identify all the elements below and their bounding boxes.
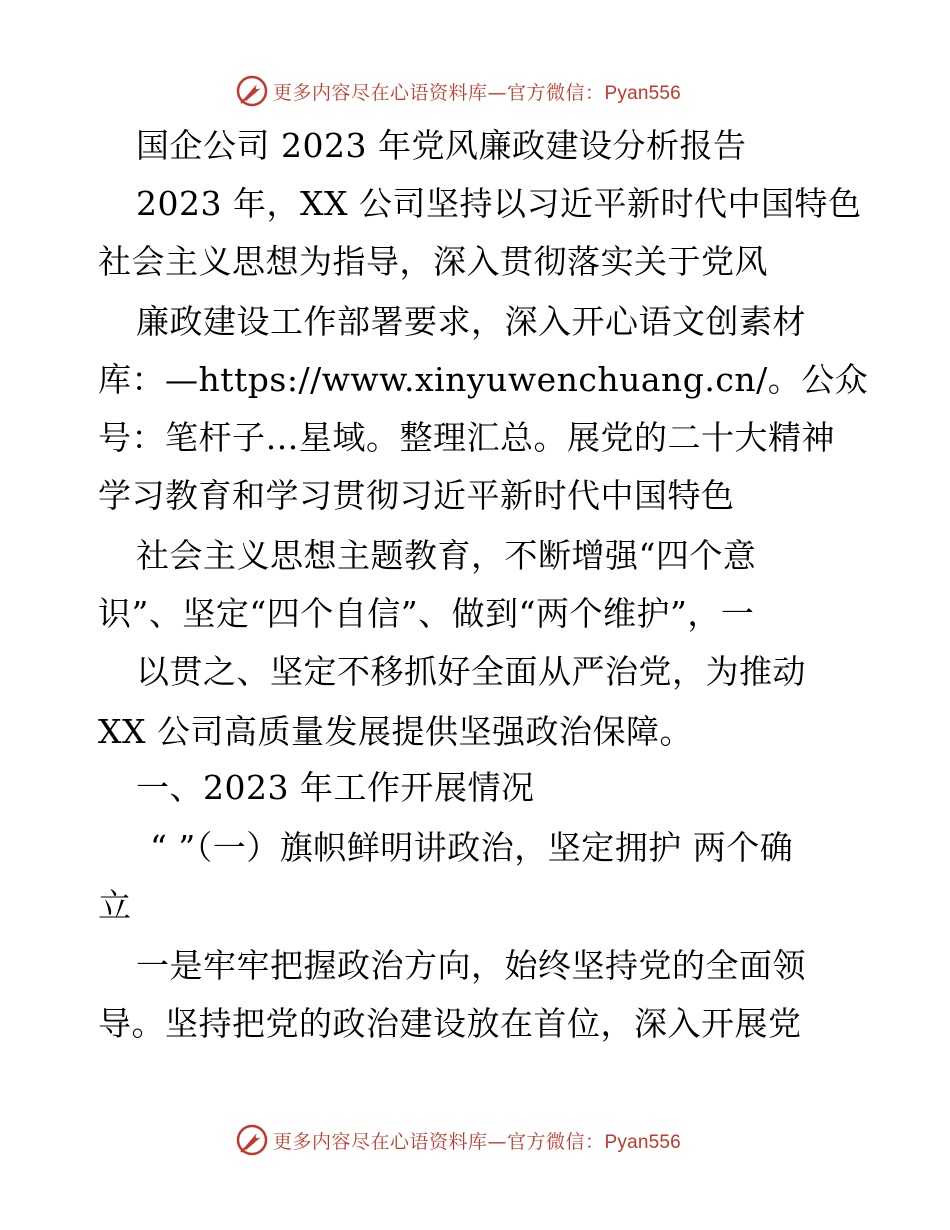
watermark-separator: — — [487, 81, 508, 104]
subsection-heading-continuation: 立 — [98, 886, 132, 925]
footer-watermark — [235, 1123, 681, 1157]
watermark-wechat-handle: Pyan556 — [604, 82, 681, 104]
subsection-heading: “ ”（一）旗帜鲜明讲政治，坚定拥护 两个确 — [150, 828, 794, 867]
watermark-wechat-label: 官方微信： — [507, 81, 605, 104]
paragraph-line: 社会主义思想为指导，深入贯彻落实关于党风 — [98, 242, 768, 281]
paragraph-line: 以贯之、坚定不移抓好全面从严治党，为推动 — [136, 652, 806, 691]
paragraph-line: 一是牢牢把握政治方向，始终坚持党的全面领 — [136, 946, 806, 985]
document-title: 国企公司 2023 年党风廉政建设分析报告 — [136, 126, 747, 165]
paragraph-line: 廉政建设工作部署要求，深入开心语文创素材 — [136, 302, 806, 341]
watermark-text: 更多内容尽在心语资料库 — [273, 81, 488, 104]
watermark-text: 更多内容尽在心语资料库 — [273, 1130, 488, 1153]
paragraph-line: 社会主义思想主题教育，不断增强“四个意 — [136, 536, 757, 575]
paragraph-line: 识”、坚定“四个自信”、做到“两个维护”，一 — [98, 594, 755, 633]
paragraph-line: 库：—https://www.xinyuwenchuang.cn/。公众 — [98, 360, 869, 399]
paragraph-line: 导。坚持把党的政治建设放在首位，深入开展党 — [98, 1004, 802, 1043]
section-heading: 一、2023 年工作开展情况 — [136, 768, 535, 807]
pen-nib-logo-icon — [235, 1123, 269, 1157]
header-watermark — [235, 74, 681, 108]
paragraph-line: XX 公司高质量发展提供坚强政治保障。 — [98, 712, 693, 751]
watermark-wechat-label: 官方微信： — [507, 1130, 605, 1153]
paragraph-line: 号：笔杆子…星域。整理汇总。展党的二十大精神 — [98, 418, 835, 457]
paragraph-line: 2023 年，XX 公司坚持以习近平新时代中国特色 — [136, 184, 862, 223]
watermark-wechat-handle: Pyan556 — [604, 1131, 681, 1153]
watermark-separator: — — [487, 1130, 508, 1153]
paragraph-line: 学习教育和学习贯彻习近平新时代中国特色 — [98, 476, 735, 515]
pen-nib-logo-icon — [235, 74, 269, 108]
